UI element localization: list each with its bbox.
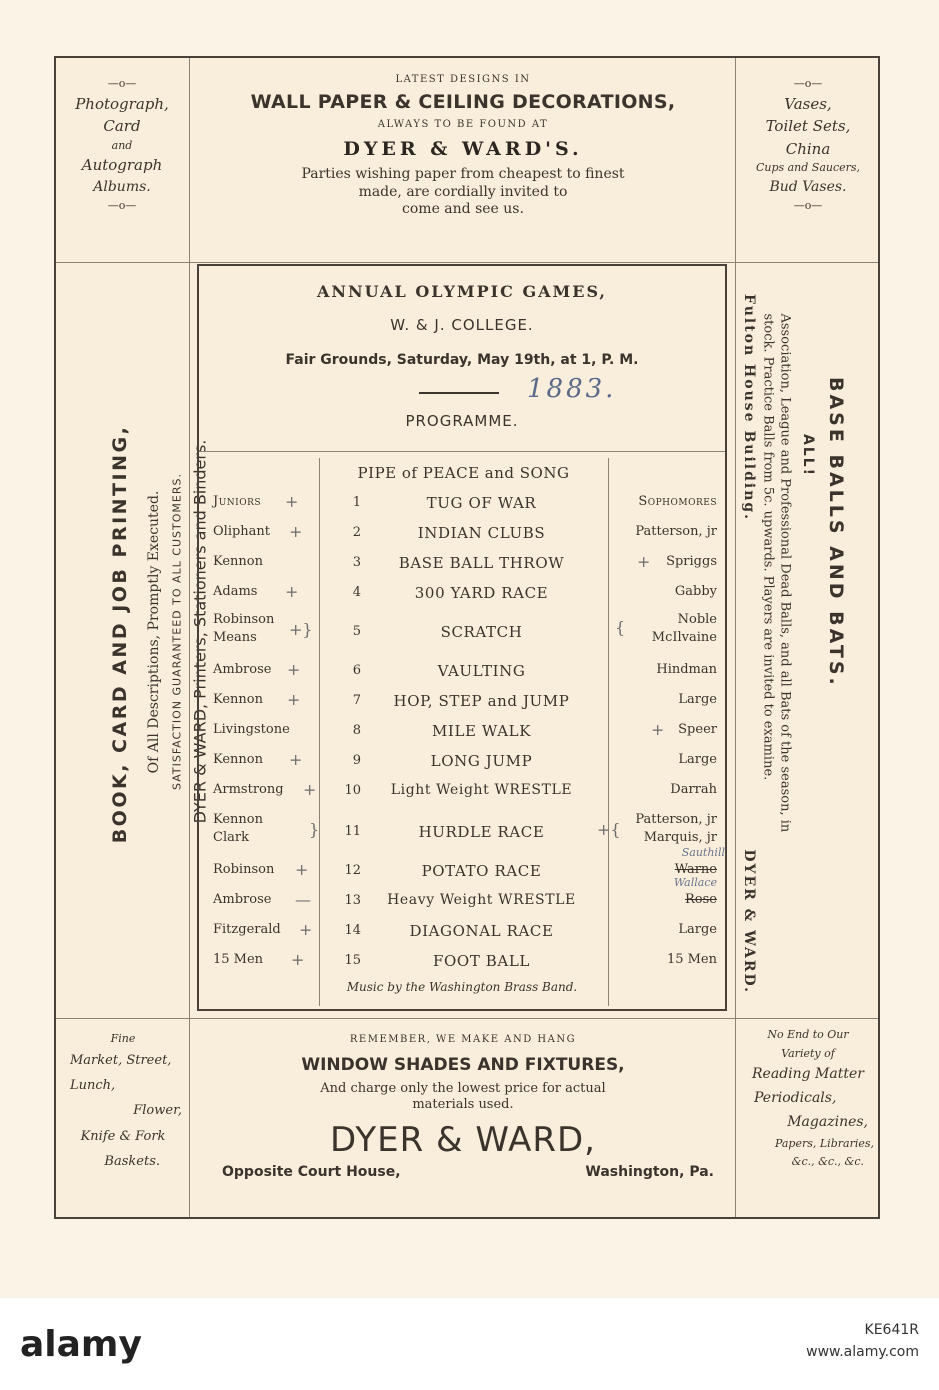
ornament: —o— [793,198,823,212]
ad-line: Flower, [133,1103,182,1119]
check-mark: + [651,720,665,739]
printing-subline: Of All Descriptions, Promptly Executed. [146,490,162,774]
event-number: 10 [344,783,361,798]
soph-entrant: Warne [674,862,717,877]
event-name: FOOT BALL [433,952,530,970]
junior-entrant: Fitzgerald [213,922,281,937]
event-name: VAULTING [437,662,526,680]
brace-mark: { [615,618,626,637]
ad-line: Magazines, [787,1113,868,1130]
event-number: 6 [352,663,361,678]
programme-heading: PROGRAMME. [405,412,519,430]
event-number: 15 [344,953,361,968]
printing-firm: DYER & WARD, Printers, Stationers and Binders. [190,439,210,824]
event-number: 11 [344,824,361,839]
event-name: MILE WALK [431,722,532,740]
event-row [199,812,725,854]
soph-entrant: McIlvaine [651,630,717,645]
check-mark: + [299,920,313,939]
ad-kicker: LATEST DESIGNS IN [395,74,531,85]
event-number: 5 [352,624,361,639]
ad-line: &c., &c., &c. [791,1155,864,1169]
event-name: Heavy Weight WRESTLE [387,892,576,908]
event-name: HURDLE RACE [418,823,545,841]
ad-body: And charge only the lowest price for actual [320,1081,606,1096]
junior-entrant: Kennon [213,752,264,767]
ad-headline: WINDOW SHADES AND FIXTURES, [301,1055,625,1075]
junior-entrant: Means [213,630,257,645]
watermark-url: www.alamy.com [806,1344,919,1360]
soph-entrant: Patterson, jr [635,812,717,827]
baseball-body: Association, League and Professional Dead Balls, and all Bats of the season, in [777,313,793,833]
event-name: 300 YARD RACE [414,584,549,602]
ad-line: Cups and Saucers, [755,161,861,174]
music-note: Music by the Washington Brass Band. [346,980,578,994]
soph-entrant: Patterson, jr [635,524,717,539]
event-row [199,918,725,946]
event-row [199,948,725,976]
ad-line: Photograph, [75,94,169,113]
ad-kicker: REMEMBER, WE MAKE AND HANG [349,1034,577,1045]
ad-line: and [111,138,133,152]
baseball-all: ALL! [800,434,816,478]
junior-entrant: Oliphant [213,524,271,539]
event-name: HOP, STEP and JUMP [393,692,570,710]
building-name: Fulton House Building. [741,294,757,522]
soph-entrant: Gabby [674,584,717,599]
event-name: BASE BALL THROW [398,554,565,572]
ad-line: China [785,139,831,158]
ad-body: materials used. [412,1097,514,1113]
check-mark: + [287,660,301,679]
event-name: LONG JUMP [430,752,533,770]
ad-line: Baskets. [104,1153,160,1169]
event-row [199,490,725,518]
junior-entrant: Juniors [213,494,262,509]
programme-box [197,264,727,1011]
event-number: 8 [352,723,361,738]
baseball-headline: BASE BALLS AND BATS. [825,377,847,688]
event-row [199,688,725,716]
junior-entrant: 15 Men [213,952,264,967]
soph-entrant: Marquis, jr [643,830,717,845]
event-number: 13 [344,893,361,908]
ornament: —o— [793,77,823,90]
soph-entrant: Spriggs [666,554,717,569]
event-name: TUG OF WAR [426,494,537,512]
check-mark: + [285,582,299,601]
ornament: —o— [107,198,137,212]
soph-entrant: Large [678,752,717,767]
junior-entrant: Armstrong [213,782,284,797]
ad-line: Papers, Libraries, [774,1136,874,1150]
shop-name: DYER & WARD'S. [343,138,583,160]
address-left: Opposite Court House, [222,1163,401,1180]
event-row [199,612,725,654]
junior-entrant: Robinson [213,612,275,627]
handwritten-substitute: Wallace [673,876,717,889]
watermark-info [806,1322,919,1360]
ad-kicker: ALWAYS TO BE FOUND AT [377,119,549,130]
watermark-logo: alamy [20,1324,142,1365]
event-row [199,876,725,916]
check-mark: + [291,950,305,969]
junior-entrant: Kennon [213,554,264,569]
bottom-left-ad [58,1030,188,1174]
baseball-firm: DYER & WARD. [741,849,757,994]
soph-entrant: 15 Men [666,952,717,967]
event-name: SCRATCH [440,623,523,641]
rule [419,392,499,394]
ad-headline: WALL PAPER & CEILING DECORATIONS, [250,91,676,113]
check-mark: +{ [597,820,621,839]
ad-line: Fine [110,1032,136,1045]
ornament: —o— [107,77,137,90]
check-mark: + [289,522,303,541]
image-id: KE641R [864,1322,919,1338]
soph-entrant: Darrah [670,782,717,797]
check-mark: + [303,780,317,799]
programme-title: ANNUAL OLYMPIC GAMES, [316,282,607,301]
check-mark: + [289,750,303,769]
event-number: 14 [344,923,361,938]
ad-line: Toilet Sets, [765,117,851,135]
event-row [199,658,725,686]
check-mark: + [637,552,651,571]
top-right-ad [738,76,878,214]
ad-line: Market, Street, [70,1052,172,1068]
college-name: W. & J. COLLEGE. [390,316,534,334]
ad-body: Parties wishing paper from cheapest to finest [301,166,625,182]
check-mark: + [295,860,309,879]
soph-entrant: Large [678,922,717,937]
baseball-footer [738,266,878,1016]
ad-line: Card [103,117,141,135]
brace-mark: } [309,820,320,839]
event-number: 2 [352,525,361,540]
address-line [192,1164,734,1184]
event-number: 4 [352,585,361,600]
ad-body: made, are cordially invited to [358,183,568,200]
top-center-ad [192,74,734,219]
right-vertical-ad [738,266,878,1016]
check-mark: + [285,492,299,511]
ad-line: Albums. [93,178,151,195]
check-mark: +} [289,620,313,639]
junior-entrant: Adams [213,584,258,599]
address-right: Washington, Pa. [585,1163,714,1180]
event-row [199,718,725,746]
event-row [199,778,725,806]
event-row [199,550,725,578]
baseball-body: stock. Practice Balls from 5c. upwards. Players are invited to examine. [760,313,776,781]
ad-line: Autograph [81,156,163,174]
event-name: INDIAN CLUBS [417,524,546,542]
soph-entrant: Speer [678,722,717,737]
event-name: Light Weight WRESTLE [390,782,573,798]
firm-name: DYER & WARD, [330,1119,596,1160]
soph-entrant: Large [678,692,717,707]
soph-entrant: Noble [677,612,717,627]
check-mark: + [287,690,301,709]
soph-entrant: Hindman [656,662,717,677]
ad-line: Periodicals, [754,1090,837,1107]
event-number: 1 [352,495,361,510]
printing-guarantee: SATISFACTION GUARANTEED TO ALL CUSTOMERS. [170,473,184,790]
handwritten-year: 1883. [527,374,617,404]
ad-line: Variety of [781,1046,835,1060]
ad-line: Vases, [784,94,832,113]
event-number: 7 [352,693,361,708]
ad-line: No End to Our [767,1028,849,1041]
bottom-row-divider [56,1018,878,1019]
top-row-divider [56,262,878,263]
junior-entrant: Ambrose [213,662,272,677]
opening-item: PIPE of PEACE and SONG [357,464,570,482]
ad-line: Lunch, [70,1077,116,1093]
ad-line: Knife & Fork [80,1128,166,1144]
event-row [199,580,725,608]
right-column-divider [735,58,736,1217]
top-left-ad [58,76,186,214]
junior-entrant: Kennon [213,812,264,827]
junior-entrant: Kennon [213,692,264,707]
soph-entrant: Rose [685,892,717,907]
event-number: 9 [352,753,361,768]
junior-entrant: Livingstone [213,722,290,737]
event-name: POTATO RACE [421,862,542,880]
ad-line: Reading Matter [752,1066,864,1083]
junior-entrant: Robinson [213,862,275,877]
watermark-bar [0,1298,939,1390]
event-date: Fair Grounds, Saturday, May 19th, at 1, P. M. [285,352,639,368]
ad-body: come and see us. [402,201,524,217]
handwritten-substitute: Sauthill [681,846,725,859]
junior-entrant: Clark [213,830,249,845]
event-number: 3 [352,555,361,570]
soph-entrant: Sophomores [638,494,717,509]
ad-line: Bud Vases. [769,178,847,195]
event-row [199,748,725,776]
event-row [199,520,725,548]
programme-rule [199,451,725,452]
event-name: DIAGONAL RACE [409,922,554,940]
bottom-center-ad [192,1034,734,1184]
left-vertical-ad [60,266,210,1016]
bottom-right-ad [738,1026,878,1172]
event-number: 12 [344,863,361,878]
dash-mark: — [295,890,311,909]
printing-headline: BOOK, CARD AND JOB PRINTING, [109,424,131,844]
event-row [199,846,725,886]
junior-entrant: Ambrose [213,892,272,907]
